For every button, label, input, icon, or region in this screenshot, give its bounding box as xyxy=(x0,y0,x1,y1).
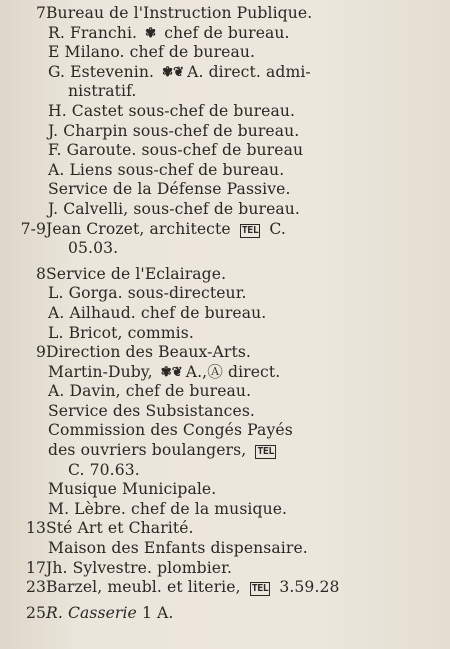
directory-entry xyxy=(6,180,440,200)
decoration-icon: ✾❦ xyxy=(162,64,185,80)
directory-entry xyxy=(6,441,440,461)
directory-entry xyxy=(6,24,440,44)
directory-entry xyxy=(6,284,440,304)
street-number: 13 xyxy=(25,519,46,538)
entry-text: des ouvriers boulangers, xyxy=(48,441,252,460)
entry-text: L. Gorga. sous-directeur. xyxy=(48,284,247,303)
entry-text: E Milano. chef de bureau. xyxy=(48,43,256,62)
entry-text: A. Ailhaud. chef de bureau. xyxy=(48,303,267,322)
street-number: 25 xyxy=(25,603,46,622)
directory-entry xyxy=(6,63,440,83)
entry-text: A.,Ⓐ direct. xyxy=(185,362,281,381)
directory-entry xyxy=(6,4,440,24)
directory-entry xyxy=(6,324,440,344)
directory-entry xyxy=(6,265,440,285)
directory-entry xyxy=(6,500,440,520)
street-number: 7-9 xyxy=(20,219,46,238)
directory-entry xyxy=(6,343,440,363)
entry-text: Commission des Congés Payés xyxy=(48,421,293,440)
directory-entry xyxy=(6,578,440,598)
entry-text: L. Bricot, commis. xyxy=(48,323,194,342)
street-number: 8 xyxy=(35,264,46,283)
entry-text: 05.03. xyxy=(68,239,119,258)
entry-text: A. direct. admi- xyxy=(187,62,311,81)
entry-text: H. Castet sous-chef de bureau. xyxy=(48,101,296,120)
entry-text: Barzel, meubl. et literie, xyxy=(46,578,246,597)
directory-entry xyxy=(6,141,440,161)
directory-entry xyxy=(6,43,440,63)
entry-text: chef de bureau. xyxy=(159,23,290,42)
directory-entry xyxy=(6,539,440,559)
entry-text: Maison des Enfants dispensaire. xyxy=(48,539,308,558)
directory-entry xyxy=(6,122,440,142)
street-number: 17 xyxy=(25,558,46,577)
entry-text: Service de la Défense Passive. xyxy=(48,180,291,199)
entry-text: A. Liens sous-chef de bureau. xyxy=(48,160,285,179)
street-number: 23 xyxy=(25,578,46,597)
entry-text: nistratif. xyxy=(68,82,137,101)
entry-text: M. Lèbre. chef de la musique. xyxy=(48,499,288,518)
directory-entry xyxy=(6,304,440,324)
directory-entry xyxy=(6,461,440,481)
directory-entry xyxy=(6,480,440,500)
directory-entry xyxy=(6,200,440,220)
directory-entry xyxy=(6,382,440,402)
entry-text: C. xyxy=(264,219,286,238)
entry-text: J. Charpin sous-chef de bureau. xyxy=(48,121,300,140)
directory-entry xyxy=(6,220,440,240)
street-number: 9 xyxy=(35,343,46,362)
entry-text: 1 A. xyxy=(136,603,174,622)
entry-text: Direction des Beaux-Arts. xyxy=(46,343,251,362)
entry-text: Bureau de l'Instruction Publique. xyxy=(46,4,313,22)
directory-entry xyxy=(6,363,440,383)
directory-entry xyxy=(6,161,440,181)
entry-text: Jh. Sylvestre. plombier. xyxy=(46,558,233,577)
entry-text: J. Calvelli, sous-chef de bureau. xyxy=(48,199,300,218)
directory-entry xyxy=(6,239,440,259)
telephone-icon: TEL xyxy=(241,224,259,236)
directory-entry xyxy=(6,604,440,624)
directory-entry xyxy=(6,402,440,422)
entry-text: Service des Subsistances. xyxy=(48,401,255,420)
entry-text: Musique Municipale. xyxy=(48,480,217,499)
entry-text: Jean Crozet, architecte xyxy=(46,219,236,238)
entry-text: Service de l'Eclairage. xyxy=(46,264,227,283)
directory-entry xyxy=(6,82,440,102)
entry-text: Martin-Duby, xyxy=(48,362,158,381)
entry-text: C. 70.63. xyxy=(68,460,140,479)
decoration-icon: ✾❦ xyxy=(160,364,183,380)
entry-text: R. Franchi. xyxy=(48,23,143,42)
directory-entry xyxy=(6,559,440,579)
street-number: 7 xyxy=(35,4,46,22)
entry-text: Sté Art et Charité. xyxy=(46,519,194,538)
entry-text: A. Davin, chef de bureau. xyxy=(48,382,252,401)
entry-text: 3.59.28 xyxy=(274,578,340,597)
directory-entry xyxy=(6,519,440,539)
decoration-icon: ✾ xyxy=(145,25,157,41)
entry-text: F. Garoute. sous-chef de bureau xyxy=(48,141,304,160)
directory-listing xyxy=(6,4,440,623)
directory-entry xyxy=(6,421,440,441)
telephone-icon: TEL xyxy=(257,446,274,458)
directory-entry xyxy=(6,102,440,122)
telephone-icon: TEL xyxy=(251,583,269,595)
entry-text: G. Estevenin. xyxy=(48,62,160,81)
entry-text: R. Casserie xyxy=(46,603,137,622)
